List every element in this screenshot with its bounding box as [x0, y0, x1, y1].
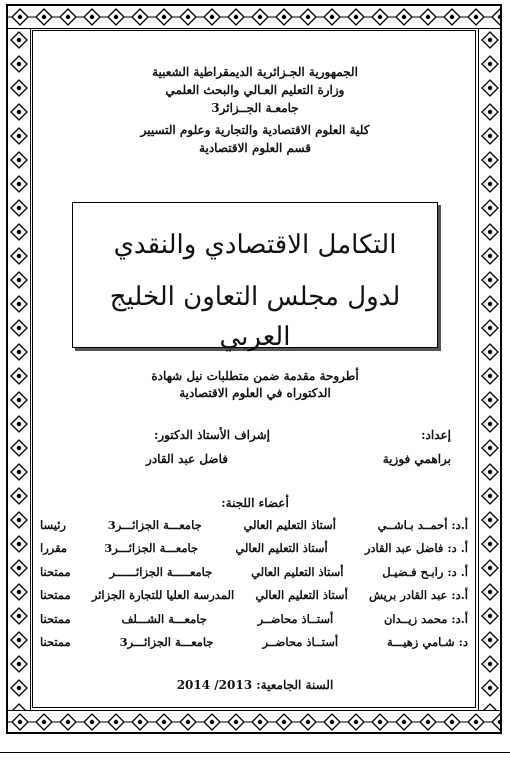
- thesis-title-line2: لدول مجلس التعاون الخليج العربي: [109, 282, 401, 352]
- academic-year: السنة الجامعية: 2013/ 2014: [176, 678, 334, 692]
- title-box: [72, 202, 438, 352]
- committee-title: أعضاء اللجنة:: [221, 496, 289, 510]
- university-line: جامعـة الجــزائر3: [211, 101, 299, 115]
- republic-line: الجمهورية الجـزائرية الديمقراطية الشعبية: [152, 65, 358, 79]
- member-role: رئيسا: [40, 517, 66, 532]
- committee-member-row: [40, 513, 468, 537]
- member-rank: أستاذ التعليم العالي: [251, 564, 344, 579]
- committee-member-row: [40, 537, 468, 561]
- member-institution: جامعـــــة الجزائــــــر: [109, 564, 213, 579]
- member-rank: أستاذ التعليم العالي: [235, 541, 328, 556]
- left-ornament-band: [8, 28, 31, 710]
- author-name: براهمي فوزية: [382, 452, 451, 466]
- page-bottom-rule: [0, 752, 510, 753]
- member-institution: جامعـــة الشـــلف: [121, 611, 207, 626]
- member-role: ممتحنا: [40, 611, 71, 626]
- member-institution: جامعـــة الجزائـــر3: [119, 635, 214, 650]
- thesis-statement-line1: أطروحة مقدمة ضمن متطلبات نيل شهادة: [151, 369, 359, 383]
- member-name: أ.د: أحمــد بـاشــي: [377, 517, 468, 532]
- right-ornament-band: [478, 28, 501, 710]
- member-name: أ.د: محمد زيــدان: [383, 611, 468, 626]
- member-name: د: شـامي زهيـــة: [387, 635, 468, 650]
- member-role: ممتحنا: [40, 588, 71, 603]
- committee-members: [40, 513, 468, 654]
- ministry-line: وزارة التعليم العـالي والبحث العلمي: [165, 83, 345, 97]
- committee-member-row: [40, 584, 468, 608]
- faculty-line: كلية العلوم الاقتصادية والتجارية وعلوم التسيير: [140, 123, 370, 137]
- member-role: ممتحنا: [40, 635, 71, 650]
- member-name: أ. د: فاضل عبد القادر: [364, 541, 468, 556]
- member-rank: أستــاذ محاضــر: [262, 635, 339, 650]
- member-rank: أستاذ التعليم العالي: [243, 517, 336, 532]
- committee-member-row: [40, 631, 468, 655]
- thesis-statement-line2: الدكتوراه في العلوم الاقتصادية: [179, 386, 331, 400]
- preparation-label: إعداد:: [421, 428, 451, 442]
- member-name: أ.د: عبد القادر بريش: [368, 588, 468, 603]
- member-institution: المدرسة العليا للتجارة الجزائر: [91, 588, 235, 603]
- member-role: ممتحنا: [40, 564, 71, 579]
- supervision-label: إشراف الأستاذ الدكتور:: [153, 428, 270, 442]
- member-rank: أستاذ التعليم العالي: [255, 588, 348, 603]
- supervisor-name: فاضل عبد القادر: [146, 452, 228, 466]
- top-ornament-band: [8, 6, 500, 29]
- member-institution: جامعـــة الجزائـــر3: [104, 541, 199, 556]
- committee-member-row: [40, 560, 468, 584]
- bottom-ornament-band: [8, 710, 500, 733]
- member-role: مقررا: [40, 541, 68, 556]
- thesis-title-line1: التكامل الاقتصادي والنقدي: [113, 230, 397, 260]
- member-institution: جامعـــة الجزائـــر3: [107, 517, 202, 532]
- committee-member-row: [40, 607, 468, 631]
- member-name: أ. د: رابـح فـضيـل: [382, 564, 468, 579]
- member-rank: أستــاذ محاضــر: [257, 611, 334, 626]
- department-line: قسم العلوم الاقتصادية: [199, 141, 311, 155]
